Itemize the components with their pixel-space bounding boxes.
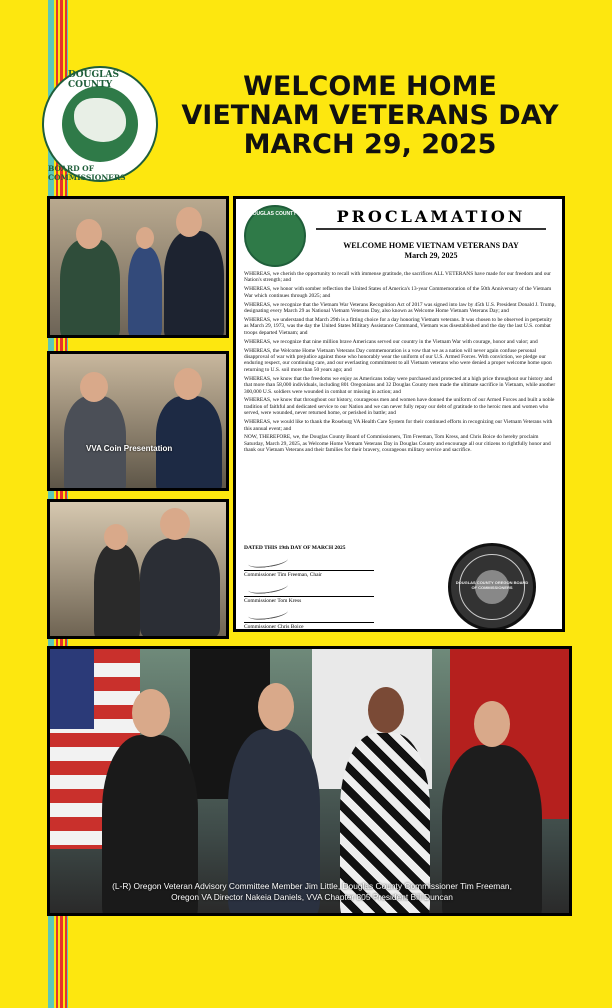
proclamation-date: March 29, 2025 bbox=[404, 251, 458, 260]
signature-line bbox=[244, 554, 374, 578]
title-line-1: WELCOME HOME bbox=[243, 71, 497, 102]
group-photo-caption bbox=[52, 881, 572, 903]
coin-caption: VVA Coin Presentation bbox=[86, 444, 173, 453]
signature-line bbox=[244, 580, 374, 604]
proclamation-document bbox=[233, 196, 565, 632]
proclamation-seal-logo bbox=[244, 205, 306, 267]
page-title bbox=[160, 72, 580, 159]
photo-handshake bbox=[47, 196, 229, 338]
proclamation-paragraph: WHEREAS, we know that the freedoms we enjoy as Americans today were purchased and protected at a high price throughout our history and that more than 58,000 individuals, including 801 Oregonians and 32 Douglas County men made the ultimate sacrifice in Vietnam, while another 300,000 U.S. soldiers were wounded in combat or missing in action; and bbox=[244, 375, 556, 395]
proclamation-subtitle-text: WELCOME HOME VIETNAM VETERANS DAY bbox=[343, 241, 519, 250]
official-seal bbox=[448, 543, 536, 631]
proclamation-paragraph: WHEREAS, we recognize that the Vietnam War Veterans Recognition Act of 2017 was signed into law by 45th U.S. President Donald J. Trump, designating every March 29 as National Vietnam Veterans Day, also known as Welcome Home Vietnam Veterans Day; and bbox=[244, 301, 556, 315]
proclamation-subtitle bbox=[308, 241, 554, 261]
proclamation-paragraph: WHEREAS, we would like to thank the Roseburg VA Health Care System for their continued efforts in recognizing our Vietnam Veterans with this annual event; and bbox=[244, 419, 553, 432]
county-seal bbox=[42, 66, 158, 182]
proclamation-seal-text: DOUGLAS COUNTY bbox=[249, 211, 297, 217]
photo-coin-presentation bbox=[47, 351, 229, 491]
official-seal-text: DOUGLAS COUNTY OREGON BOARD OF COMMISSIONERS bbox=[455, 580, 529, 590]
signature-line bbox=[244, 606, 374, 630]
signer-name: Commissioner Tim Freeman, Chair bbox=[244, 572, 322, 578]
proclamation-paragraph: WHEREAS, we honor with somber reflection the United States of America's 13-year Commemoration of the 50th Anniversary of the Vietnam War which continues through 2025; and bbox=[244, 286, 552, 299]
dated-line: DATED THIS 19th DAY OF MARCH 2025 bbox=[244, 545, 346, 551]
title-line-3: MARCH 29, 2025 bbox=[243, 129, 497, 160]
group-caption-line-1: (L-R) Oregon Veteran Advisory Committee Member Jim Little, Douglas County Commissioner Tim Freeman, bbox=[112, 881, 512, 891]
seal-bottom-text: BOARD OF COMMISSIONERS bbox=[48, 164, 126, 182]
title-line-2: VIETNAM VETERANS DAY bbox=[181, 100, 559, 131]
seal-top-text: DOUGLAS COUNTY bbox=[68, 70, 119, 90]
photo-group bbox=[47, 646, 572, 916]
signer-name: Commissioner Tom Kress bbox=[244, 598, 302, 604]
proclamation-paragraph: NOW, THEREFORE, we, the Douglas County Board of Commissioners, Tim Freeman, Tom Kress, and Chris Boice do hereby proclaim Saturday, March 29, 2025, as Welcome Home Vietnam Veterans Day in Douglas County and encourage all our citizens to rightfully honor and thank our Vietnam Veterans and their families for their bravery, courageous military service and sacrifice. bbox=[244, 434, 551, 454]
proclamation-paragraph: WHEREAS, we understand that March 29th is a fitting choice for a day honoring Vietnam veterans. It was chosen to be observed in perpetuity as March 29, 1973, was the day the United States Military Assistance Command, Vietnam was disestablished and the day the last U.S. combat troops departed Vietnam; and bbox=[244, 316, 553, 336]
signer-name: Commissioner Chris Boice bbox=[244, 624, 304, 630]
proclamation-heading: PROCLAMATION bbox=[316, 207, 546, 230]
proclamation-paragraph: WHEREAS, we cherish the opportunity to recall with immense gratitude, the sacrifices ALL VETERANS have made for our freedom and our Nation's strength; and bbox=[244, 271, 551, 284]
proclamation-body bbox=[244, 271, 556, 456]
signature-block bbox=[244, 545, 444, 630]
photo-coin-exchange bbox=[47, 499, 229, 639]
proclamation-paragraph: WHEREAS, the Welcome Home Vietnam Veterans Day commemoration is a vow that we as a nation will never again confuse personal disapproval of war with prejudice against those who honorably wear the uniform of our U.S. Armed Forces. With conviction, we pledge our enduring respect, our continuing care, and our everlasting commitment to all Vietnam veterans who were denied a proper welcome home upon returning to U.S. soil more than 50 years ago; and bbox=[244, 347, 552, 373]
group-caption-line-2: Oregon VA Director Nakeia Daniels, VVA Chapter 805 President Bill Duncan bbox=[171, 892, 453, 902]
proclamation-paragraph: WHEREAS, we recognize that nine million brave Americans served our country in the Vietnam War with courage, honor and valor; and bbox=[244, 338, 538, 345]
proclamation-paragraph: WHEREAS, we know that throughout our history, courageous men and women have donned the uniform of our Armed Forces and built a noble tradition of faithful and dedicated service to our Nation and we can never fully repay our debt of gratitude to the heroic men and women who served, were wounded, never returned home, or perished in battle; and bbox=[244, 397, 555, 417]
